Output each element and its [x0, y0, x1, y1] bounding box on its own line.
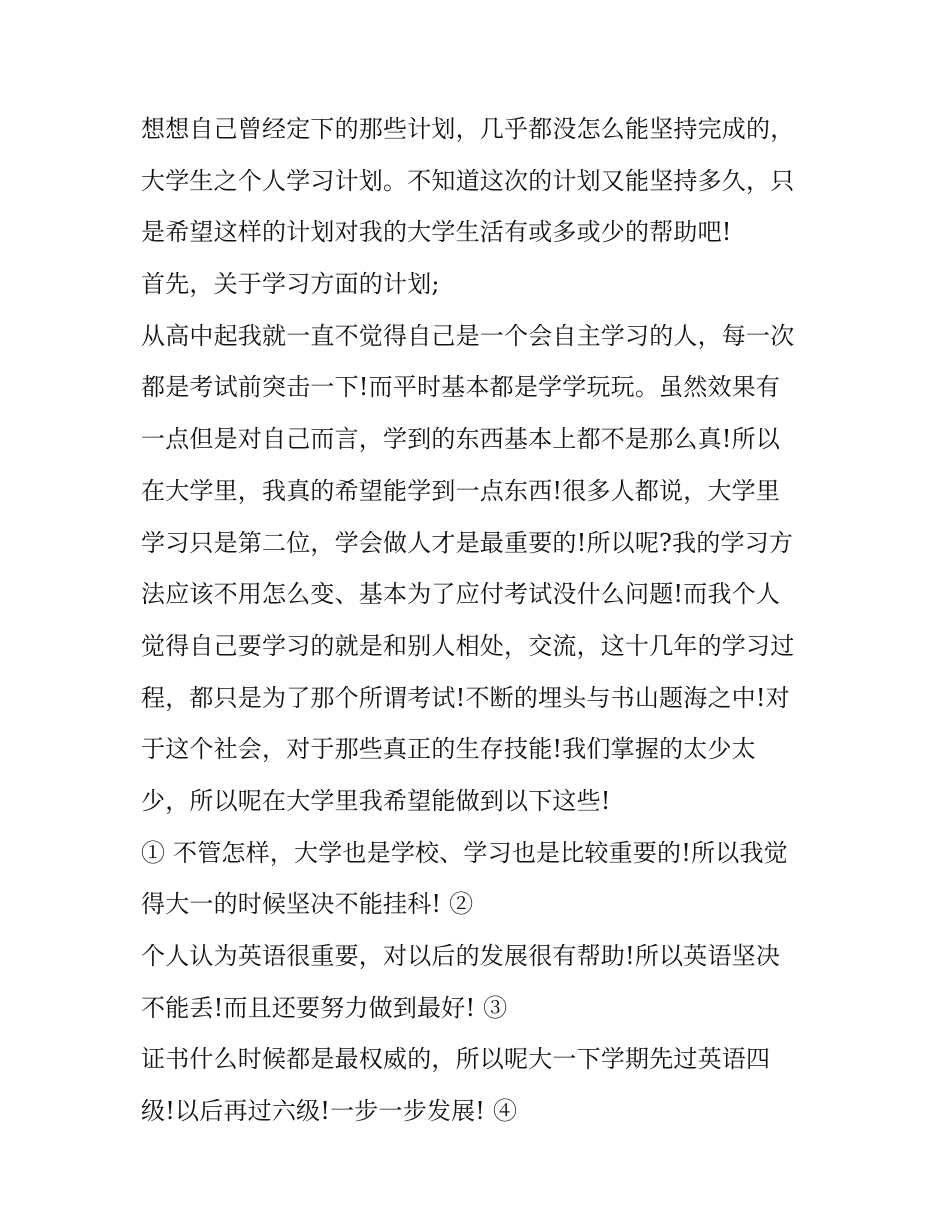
- text-line: 都是考试前突击一下!而平时基本都是学学玩玩。虽然效果有: [141, 373, 781, 402]
- text-line: 从高中起我就一直不觉得自己是一个会自主学习的人，每一次: [141, 321, 795, 350]
- text-line: 不能丢!而且还要努力做到最好! ③: [141, 993, 508, 1022]
- body-text: [141, 104, 821, 1138]
- text-line: 个人认为英语很重要，对以后的发展很有帮助!所以英语坚决: [141, 942, 781, 970]
- text-line: 首先，关于学习方面的计划;: [141, 270, 440, 299]
- text-line: 学习只是第二位，学会做人才是最重要的!所以呢?我的学习方: [141, 528, 794, 557]
- text-line: 在大学里，我真的希望能学到一点东西!很多人都说，大学里: [141, 476, 781, 505]
- text-line: 大学生之个人学习计划。不知道这次的计划又能坚持多久，只: [141, 166, 795, 195]
- text-line: 法应该不用怎么变、基本为了应付考试没什么问题!而我个人: [141, 580, 781, 609]
- text-line: 级!以后再过六级!一步一步发展! ④: [141, 1097, 518, 1126]
- text-line: 一点但是对自己而言，学到的东西基本上都不是那么真!所以: [141, 425, 781, 454]
- text-line: 程，都只是为了那个所谓考试!不断的埋头与书山题海之中!对: [141, 683, 790, 712]
- text-line: ① 不管怎样，大学也是学校、学习也是比较重要的!所以我觉: [141, 838, 788, 867]
- text-line: 是希望这样的计划对我的大学生活有或多或少的帮助吧!: [141, 218, 732, 247]
- text-line: 得大一的时候坚决不能挂科! ②: [141, 890, 474, 919]
- text-line: 觉得自己要学习的就是和别人相处，交流，这十几年的学习过: [141, 631, 795, 660]
- text-line: 证书什么时候都是最权威的，所以呢大一下学期先过英语四: [141, 1045, 771, 1074]
- text-line: 于这个社会，对于那些真正的生存技能!我们掌握的太少太: [141, 735, 756, 764]
- text-line: 少，所以呢在大学里我希望能做到以下这些!: [141, 786, 611, 815]
- text-line: 想想自己曾经定下的那些计划，几乎都没怎么能坚持完成的，: [141, 115, 795, 143]
